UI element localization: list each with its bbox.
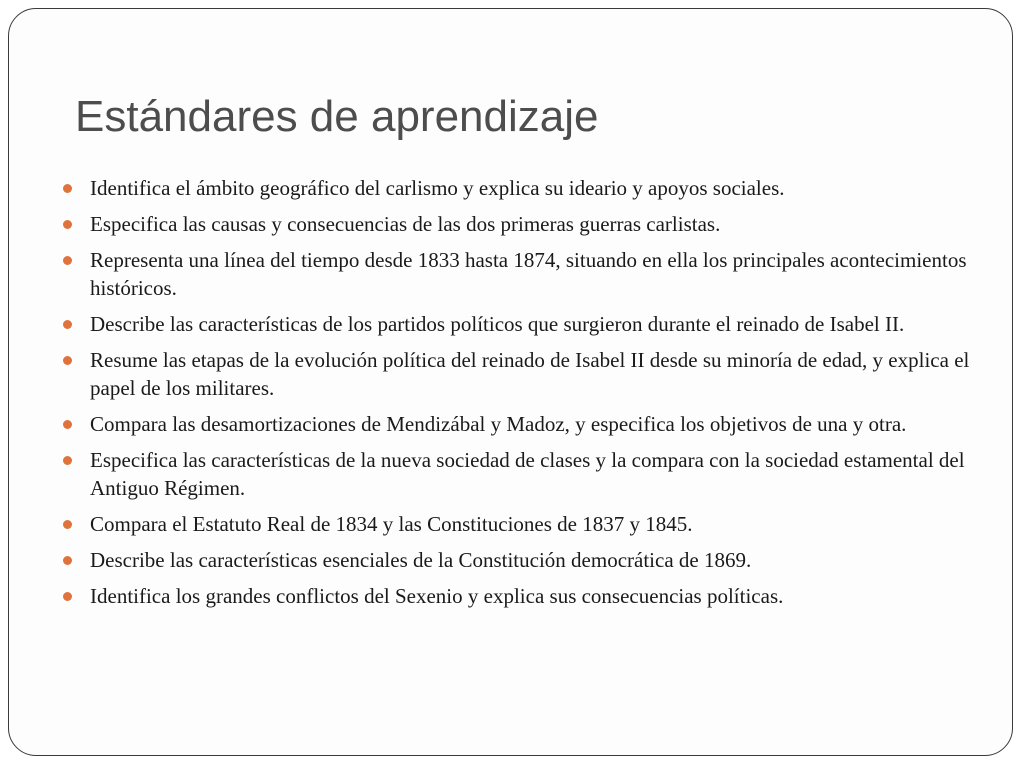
list-item <box>62 210 982 238</box>
slide-title: Estándares de aprendizaje <box>75 92 599 141</box>
bullet-icon <box>63 592 72 601</box>
list-item-text: Describe las características de los partidos políticos que surgieron durante el reinado de Isabel II. <box>90 312 905 336</box>
list-item-text: Especifica las causas y consecuencias de las dos primeras guerras carlistas. <box>90 212 721 236</box>
list-item-text: Compara el Estatuto Real de 1834 y las Constituciones de 1837 y 1845. <box>90 512 693 536</box>
bullet-list <box>62 174 982 618</box>
slide-frame <box>8 8 1013 756</box>
list-item-text: Especifica las características de la nueva sociedad de clases y la compara con la sociedad estamental del Antiguo Régimen. <box>90 448 965 500</box>
bullet-icon <box>63 220 72 229</box>
list-item <box>62 510 982 538</box>
list-item-text: Identifica los grandes conflictos del Sexenio y explica sus consecuencias políticas. <box>90 584 784 608</box>
list-item <box>62 582 982 610</box>
list-item-text: Compara las desamortizaciones de Mendizábal y Madoz, y especifica los objetivos de una y otra. <box>90 412 907 436</box>
bullet-icon <box>63 520 72 529</box>
list-item <box>62 346 982 402</box>
list-item-text: Describe las características esenciales de la Constitución democrática de 1869. <box>90 548 752 572</box>
bullet-icon <box>63 256 72 265</box>
list-item <box>62 246 982 302</box>
list-item <box>62 174 982 202</box>
list-item-text: Representa una línea del tiempo desde 1833 hasta 1874, situando en ella los principales acontecimientos históricos. <box>90 248 967 300</box>
bullet-icon <box>63 356 72 365</box>
list-item <box>62 410 982 438</box>
list-item <box>62 446 982 502</box>
list-item <box>62 310 982 338</box>
bullet-icon <box>63 456 72 465</box>
bullet-icon <box>63 320 72 329</box>
bullet-icon <box>63 420 72 429</box>
bullet-icon <box>63 184 72 193</box>
list-item-text: Resume las etapas de la evolución política del reinado de Isabel II desde su minoría de edad, y explica el papel de los militares. <box>90 348 970 400</box>
bullet-icon <box>63 556 72 565</box>
list-item-text: Identifica el ámbito geográfico del carlismo y explica su ideario y apoyos sociales. <box>90 176 785 200</box>
list-item <box>62 546 982 574</box>
